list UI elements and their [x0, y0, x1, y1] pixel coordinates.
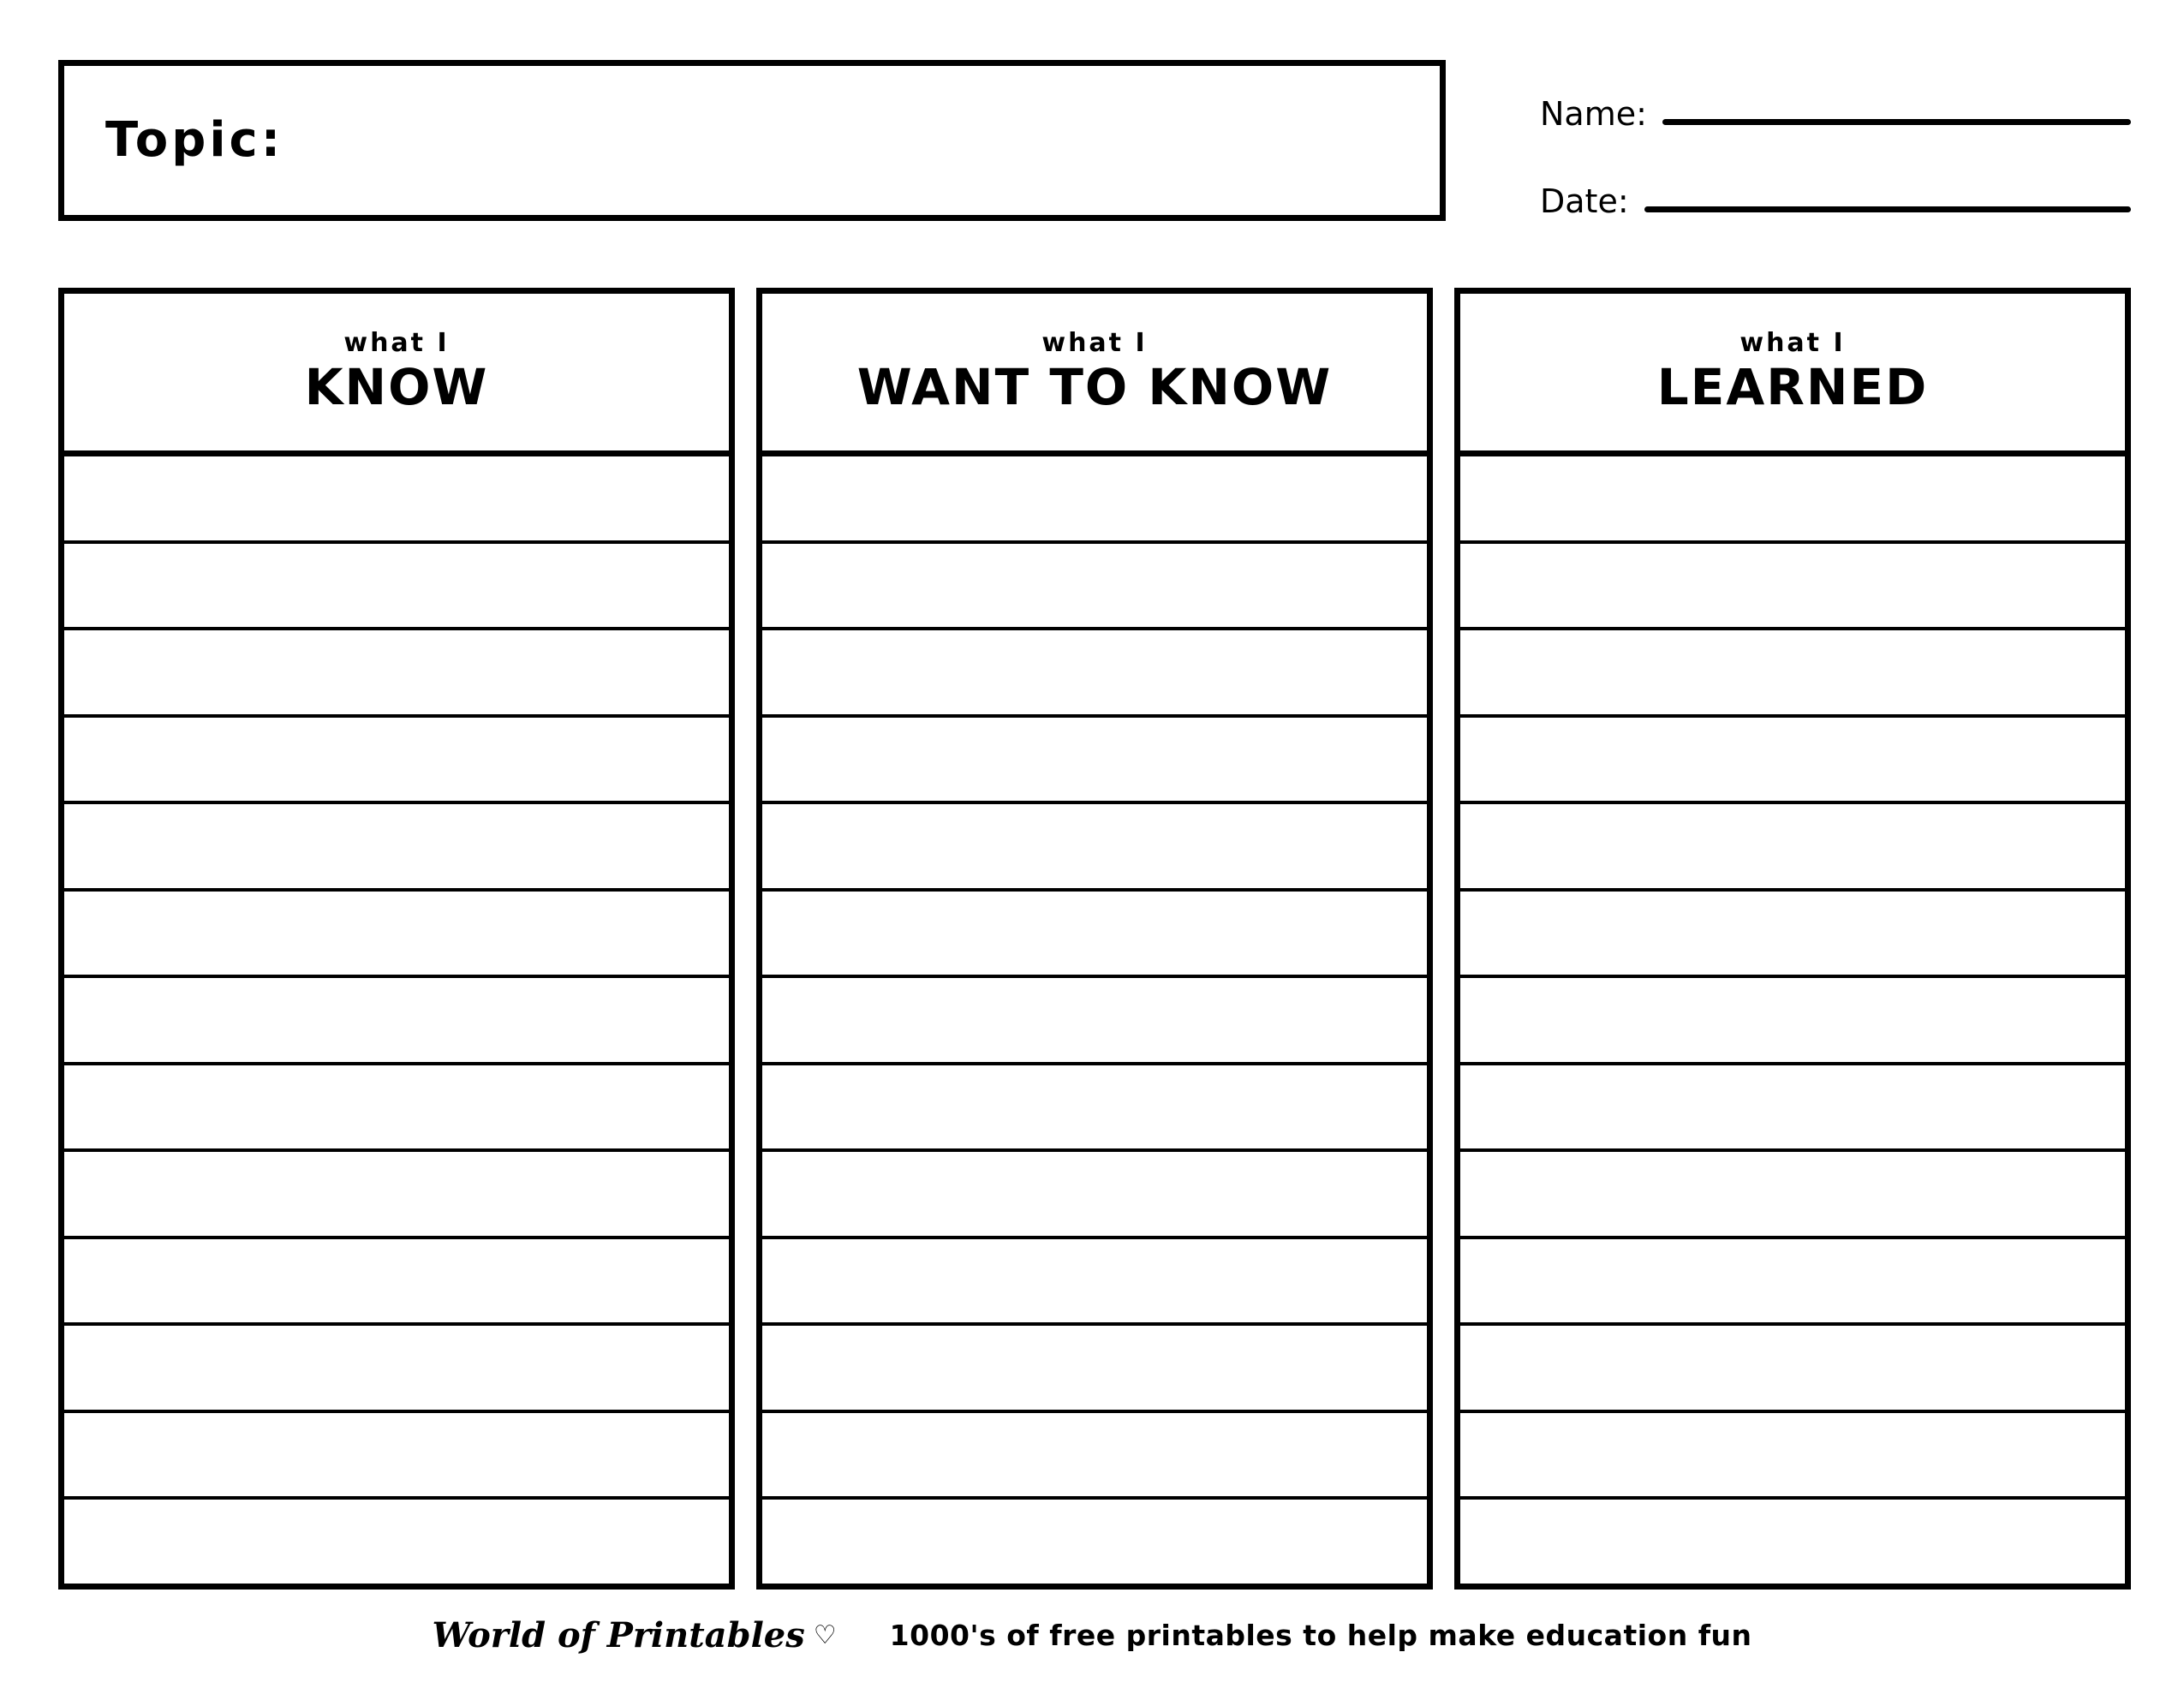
column-know-small-label: what I	[343, 328, 450, 359]
write-line[interactable]	[64, 1326, 729, 1413]
write-line[interactable]	[64, 1500, 729, 1584]
column-want-to-know-lines	[762, 456, 1427, 1584]
column-learned-small-label: what I	[1739, 328, 1846, 359]
write-line[interactable]	[762, 1065, 1427, 1153]
write-line[interactable]	[1460, 718, 2125, 805]
column-want-to-know-small-label: what I	[1041, 328, 1148, 359]
heart-icon: ♡	[813, 1620, 837, 1650]
write-line[interactable]	[762, 1326, 1427, 1413]
column-learned-header	[1460, 294, 2125, 456]
write-line[interactable]	[64, 978, 729, 1065]
name-input-rule[interactable]	[1662, 119, 2131, 125]
column-know-title: KNOW	[304, 358, 489, 417]
write-line[interactable]	[1460, 1065, 2125, 1153]
footer-tagline: 1000's of free printables to help make education fun	[889, 1619, 1752, 1652]
write-line[interactable]	[1460, 1500, 2125, 1584]
write-line[interactable]	[762, 1239, 1427, 1327]
write-line[interactable]	[762, 978, 1427, 1065]
name-row	[1540, 65, 2131, 139]
write-line[interactable]	[64, 718, 729, 805]
write-line[interactable]	[64, 804, 729, 892]
worksheet-header	[58, 60, 2131, 223]
column-learned-lines	[1460, 456, 2125, 1584]
write-line[interactable]	[762, 1500, 1427, 1584]
write-line[interactable]	[1460, 892, 2125, 979]
column-know	[58, 288, 735, 1590]
column-learned-title: LEARNED	[1656, 358, 1929, 417]
write-line[interactable]	[762, 718, 1427, 805]
write-line[interactable]	[762, 456, 1427, 544]
write-line[interactable]	[762, 630, 1427, 718]
column-know-lines	[64, 456, 729, 1584]
write-line[interactable]	[1460, 456, 2125, 544]
topic-label: Topic:	[105, 112, 284, 168]
column-want-to-know-title: WANT TO KNOW	[856, 358, 1333, 417]
write-line[interactable]	[64, 630, 729, 718]
worksheet-footer	[0, 1615, 2184, 1655]
name-label: Name:	[1540, 95, 1647, 133]
write-line[interactable]	[762, 892, 1427, 979]
write-line[interactable]	[64, 1239, 729, 1327]
column-want-to-know-header	[762, 294, 1427, 456]
kwl-columns	[58, 288, 2131, 1590]
write-line[interactable]	[762, 544, 1427, 631]
topic-field[interactable]	[58, 60, 1446, 221]
write-line[interactable]	[1460, 1239, 2125, 1327]
write-line[interactable]	[64, 1152, 729, 1239]
date-input-rule[interactable]	[1644, 206, 2131, 212]
column-learned	[1454, 288, 2131, 1590]
write-line[interactable]	[1460, 978, 2125, 1065]
column-know-header	[64, 294, 729, 456]
write-line[interactable]	[1460, 804, 2125, 892]
write-line[interactable]	[64, 1413, 729, 1500]
date-row	[1540, 152, 2131, 226]
name-date-block	[1540, 65, 2131, 228]
brand-text: World of Printables	[432, 1615, 805, 1655]
write-line[interactable]	[64, 1065, 729, 1153]
write-line[interactable]	[762, 1413, 1427, 1500]
write-line[interactable]	[1460, 630, 2125, 718]
write-line[interactable]	[1460, 1326, 2125, 1413]
date-label: Date:	[1540, 182, 1629, 220]
write-line[interactable]	[1460, 1152, 2125, 1239]
write-line[interactable]	[1460, 544, 2125, 631]
write-line[interactable]	[64, 544, 729, 631]
write-line[interactable]	[762, 1152, 1427, 1239]
write-line[interactable]	[64, 892, 729, 979]
column-want-to-know	[756, 288, 1433, 1590]
brand-name	[432, 1615, 836, 1655]
write-line[interactable]	[64, 456, 729, 544]
write-line[interactable]	[1460, 1413, 2125, 1500]
write-line[interactable]	[762, 804, 1427, 892]
